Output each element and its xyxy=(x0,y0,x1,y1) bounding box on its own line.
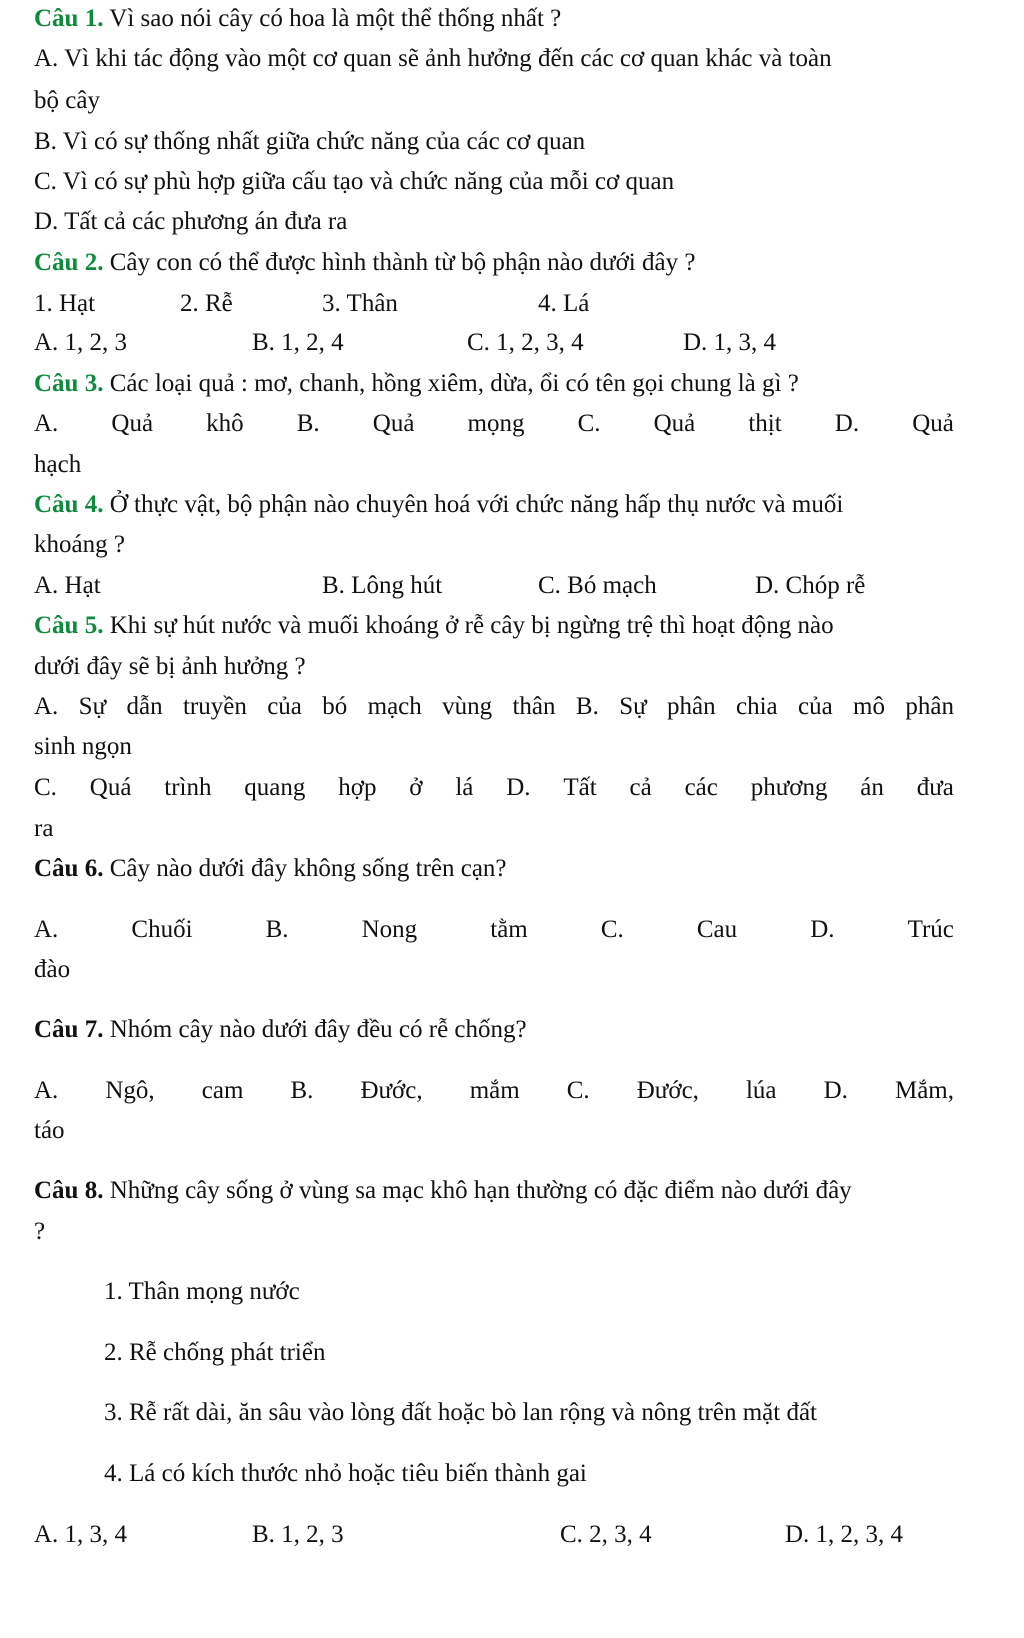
q5-word: bó xyxy=(322,693,348,720)
q3-word: D. xyxy=(834,410,860,437)
question-6-text: Cây nào dưới đây không sống trên cạn? xyxy=(109,855,507,882)
question-8-text: Những cây sống ở vùng sa mạc khô hạn thường có đặc điểm nào dưới đây xyxy=(109,1177,852,1204)
q5-word: phân xyxy=(667,693,716,720)
question-7-label: Câu 7. xyxy=(34,1016,104,1043)
question-4 xyxy=(34,492,843,517)
q5-word: truyền xyxy=(182,693,247,720)
q6-word: B. xyxy=(265,916,289,943)
question-1 xyxy=(34,6,561,31)
q5-word: trình xyxy=(164,774,212,801)
q5-word: đưa xyxy=(916,774,954,801)
q6-word: Chuối xyxy=(131,916,193,943)
q7-wrap: táo xyxy=(34,1117,65,1144)
q2-option-d: D. 1, 3, 4 xyxy=(683,329,777,356)
q7-word: Mắm, xyxy=(894,1077,954,1104)
q1-option-d: D. Tất cả các phương án đưa ra xyxy=(34,208,348,235)
q2-item-3: 3. Thân xyxy=(322,290,398,317)
question-1-label: Câu 1. xyxy=(34,5,104,32)
q5-word: án xyxy=(860,774,884,801)
q6-word: tằm xyxy=(490,916,528,943)
q5-word: của xyxy=(797,693,833,720)
q3-word: Quả xyxy=(912,410,954,437)
q7-word: Đước, xyxy=(636,1077,699,1104)
question-3-text: Các loại quả : mơ, chanh, hồng xiêm, dừa, ổi có tên gọi chung là gì ? xyxy=(109,370,799,397)
q5-word: mô xyxy=(853,693,885,720)
question-3 xyxy=(34,371,799,396)
q6-word: D. xyxy=(810,916,835,943)
question-6 xyxy=(34,856,507,881)
question-2 xyxy=(34,250,695,275)
q1-option-a-line2: bộ cây xyxy=(34,87,100,114)
q3-word: B. xyxy=(296,410,320,437)
question-3-label: Câu 3. xyxy=(34,370,104,397)
q8-item-4: 4. Lá có kích thước nhỏ hoặc tiêu biến thành gai xyxy=(104,1460,587,1487)
q5-word: thân xyxy=(512,693,556,720)
q5-word: chia xyxy=(735,693,778,720)
q8-option-c: C. 2, 3, 4 xyxy=(560,1521,652,1548)
q4-option-a: A. Hạt xyxy=(34,572,101,599)
q5-row-2-wrap: ra xyxy=(34,815,54,842)
q3-word: Quả xyxy=(372,410,415,437)
q5-word: dẫn xyxy=(126,693,163,720)
q7-word: mắm xyxy=(469,1077,520,1104)
question-5-text-line2: dưới đây sẽ bị ảnh hưởng ? xyxy=(34,653,306,680)
q1-option-b: B. Vì có sự thống nhất giữa chức năng của các cơ quan xyxy=(34,128,586,155)
q4-option-d: D. Chóp rễ xyxy=(755,572,866,599)
q7-word: Ngô, xyxy=(105,1077,155,1104)
q5-word: ở xyxy=(409,774,423,801)
q3-word: C. xyxy=(577,410,601,437)
q5-word: C. xyxy=(34,774,57,801)
q5-options-row-2 xyxy=(34,775,954,800)
question-5-text: Khi sự hút nước và muối khoáng ở rễ cây bị ngừng trệ thì hoạt động nào xyxy=(109,612,834,639)
q3-wrap: hạch xyxy=(34,451,82,478)
q6-word: Nong xyxy=(361,916,418,943)
q6-options-row xyxy=(34,917,954,942)
q3-word: khô xyxy=(206,410,244,437)
q6-word: Cau xyxy=(696,916,738,943)
q5-options-row-1 xyxy=(34,694,954,719)
q5-word: hợp xyxy=(338,774,377,801)
q5-word: Quá xyxy=(89,774,132,801)
q8-item-3: 3. Rễ rất dài, ăn sâu vào lòng đất hoặc bò lan rộng và nông trên mặt đất xyxy=(104,1399,817,1426)
q7-options-row xyxy=(34,1078,954,1103)
question-2-label: Câu 2. xyxy=(34,249,104,276)
question-8 xyxy=(34,1178,852,1203)
question-7-text: Nhóm cây nào dưới đây đều có rễ chống? xyxy=(109,1016,527,1043)
q7-word: C. xyxy=(566,1077,590,1104)
q5-row-1-wrap: sinh ngọn xyxy=(34,733,132,760)
q5-word: lá xyxy=(455,774,474,801)
question-8-label: Câu 8. xyxy=(34,1177,104,1204)
q5-word: Tất xyxy=(563,774,597,801)
q6-word: A. xyxy=(34,916,59,943)
question-4-label: Câu 4. xyxy=(34,491,104,518)
question-5 xyxy=(34,613,834,638)
question-5-label: Câu 5. xyxy=(34,612,104,639)
q7-word: B. xyxy=(290,1077,314,1104)
q5-word: của xyxy=(267,693,302,720)
q7-word: A. xyxy=(34,1077,59,1104)
q3-word: Quả xyxy=(653,410,696,437)
q2-option-b: B. 1, 2, 4 xyxy=(252,329,344,356)
q8-item-1: 1. Thân mọng nước xyxy=(104,1278,300,1305)
q1-option-a-line1: A. Vì khi tác động vào một cơ quan sẽ ảnh hưởng đến các cơ quan khác và toàn xyxy=(34,45,832,72)
q7-word: Đước, xyxy=(360,1077,423,1104)
q3-options-row xyxy=(34,411,954,436)
q6-word: C. xyxy=(600,916,624,943)
q6-wrap: đào xyxy=(34,956,71,983)
q5-word: mạch xyxy=(367,693,422,720)
q6-word: Trúc xyxy=(907,916,954,943)
q5-word: D. xyxy=(506,774,531,801)
q3-word: A. xyxy=(34,410,59,437)
question-4-text-line2: khoáng ? xyxy=(34,531,125,558)
q7-word: cam xyxy=(201,1077,244,1104)
q5-word: phương xyxy=(750,774,828,801)
q5-word: quang xyxy=(244,774,306,801)
q4-option-b: B. Lông hút xyxy=(322,572,443,599)
q2-item-4: 4. Lá xyxy=(538,290,590,317)
question-7 xyxy=(34,1017,527,1042)
question-1-text: Vì sao nói cây có hoa là một thể thống nhất ? xyxy=(109,5,562,32)
q8-option-d: D. 1, 2, 3, 4 xyxy=(785,1521,904,1548)
q8-option-b: B. 1, 2, 3 xyxy=(252,1521,344,1548)
q1-option-c: C. Vì có sự phù hợp giữa cấu tạo và chức năng của mỗi cơ quan xyxy=(34,168,675,195)
q7-word: D. xyxy=(823,1077,848,1104)
q3-word: mọng xyxy=(467,410,525,437)
q3-word: Quả xyxy=(111,410,154,437)
q5-word: các xyxy=(684,774,718,801)
q8-option-a: A. 1, 3, 4 xyxy=(34,1521,128,1548)
question-4-text: Ở thực vật, bộ phận nào chuyên hoá với chức năng hấp thụ nước và muối xyxy=(109,491,844,518)
q5-word: phân xyxy=(905,693,954,720)
q5-word: Sự xyxy=(78,693,107,720)
question-6-label: Câu 6. xyxy=(34,855,104,882)
q4-option-c: C. Bó mạch xyxy=(538,572,657,599)
q7-word: lúa xyxy=(745,1077,777,1104)
question-2-text: Cây con có thể được hình thành từ bộ phận nào dưới đây ? xyxy=(109,249,696,276)
q5-word: A. xyxy=(34,693,59,720)
q5-word: B. xyxy=(575,693,599,720)
question-8-text-line2: ? xyxy=(34,1218,46,1245)
q2-item-1: 1. Hạt xyxy=(34,290,96,317)
q2-option-a: A. 1, 2, 3 xyxy=(34,329,128,356)
q5-word: cả xyxy=(629,774,652,801)
q2-option-c: C. 1, 2, 3, 4 xyxy=(467,329,584,356)
q3-word: thịt xyxy=(748,410,782,437)
q2-item-2: 2. Rễ xyxy=(180,290,233,317)
q5-word: Sự xyxy=(619,693,647,720)
q5-word: vùng xyxy=(442,693,493,720)
q8-item-2: 2. Rễ chống phát triển xyxy=(104,1339,326,1366)
